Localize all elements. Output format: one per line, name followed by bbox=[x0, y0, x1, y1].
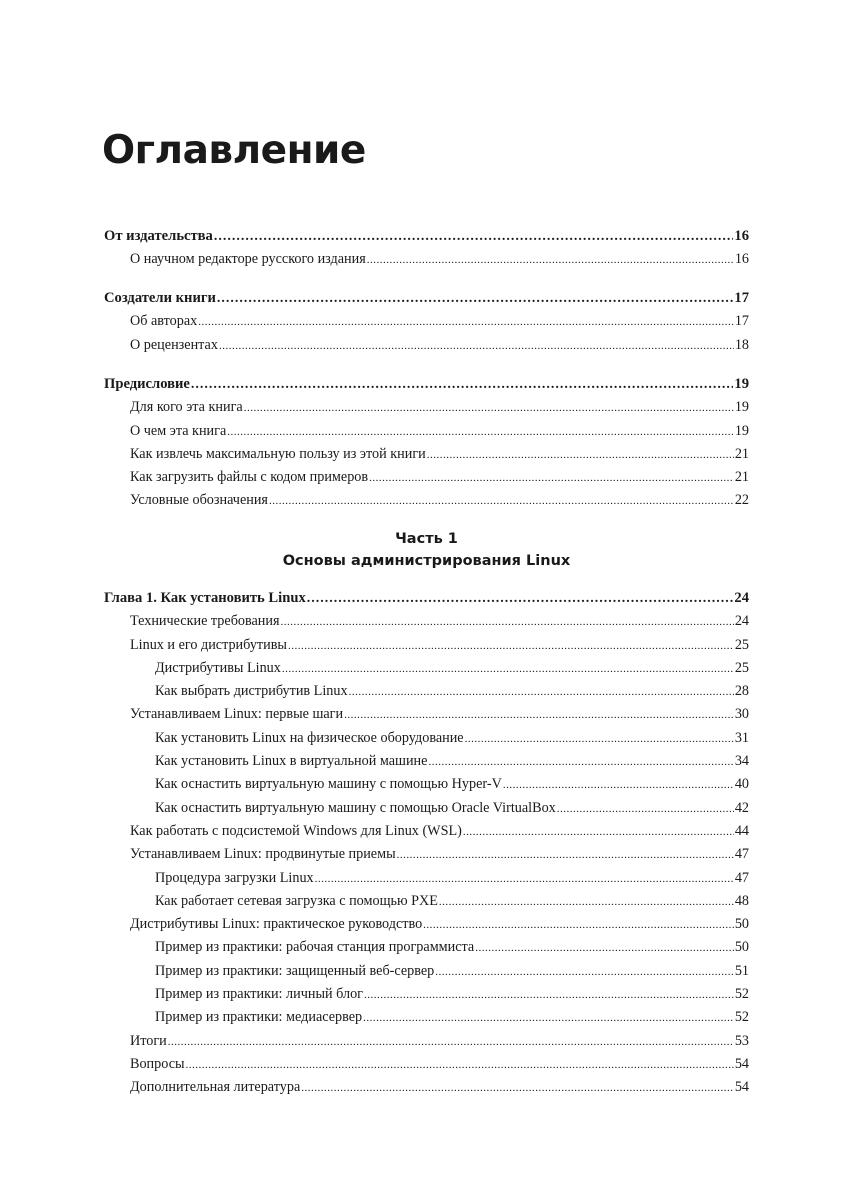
entry-page-number: 25 bbox=[734, 659, 749, 676]
entry-page-number: 22 bbox=[734, 492, 749, 509]
entry-title: Как работать с подсистемой Windows для Linux (WSL) bbox=[130, 822, 462, 839]
toc-entry[interactable] bbox=[104, 727, 749, 750]
dot-leader bbox=[503, 774, 734, 797]
toc-section bbox=[104, 373, 749, 513]
entry-page-number: 28 bbox=[734, 683, 749, 700]
entry-title: Устанавливаем Linux: первые шаги bbox=[130, 706, 344, 723]
dot-leader bbox=[198, 311, 734, 334]
toc-entry[interactable] bbox=[104, 1076, 749, 1099]
toc-entry[interactable] bbox=[104, 680, 749, 703]
dot-leader bbox=[439, 891, 734, 914]
entry-title: Предисловие bbox=[104, 376, 190, 392]
entry-page-number: 21 bbox=[734, 445, 749, 462]
dot-leader bbox=[344, 704, 734, 727]
dot-leader bbox=[367, 249, 734, 272]
entry-title: Пример из практики: защищенный веб-сервер bbox=[155, 962, 435, 979]
entry-page-number: 54 bbox=[734, 1055, 749, 1072]
entry-title: О научном редакторе русского издания bbox=[130, 251, 366, 268]
dot-leader bbox=[397, 844, 734, 867]
dot-leader bbox=[465, 728, 734, 751]
dot-leader bbox=[369, 467, 734, 490]
entry-title: Как работает сетевая загрузка с помощью PXE bbox=[155, 892, 438, 909]
toc-section bbox=[104, 587, 749, 1100]
toc-entry[interactable] bbox=[104, 913, 749, 936]
entry-page-number: 40 bbox=[734, 776, 749, 793]
entry-page-number: 53 bbox=[734, 1032, 749, 1049]
toc-entry[interactable] bbox=[104, 820, 749, 843]
dot-leader bbox=[423, 914, 734, 937]
entry-page-number: 51 bbox=[734, 962, 749, 979]
entry-page-number: 30 bbox=[734, 706, 749, 723]
dot-leader bbox=[363, 1007, 734, 1030]
entry-title: О чем эта книга bbox=[130, 422, 227, 439]
entry-title: Дистрибутивы Linux bbox=[155, 659, 281, 676]
dot-leader bbox=[463, 821, 734, 844]
entry-page-number: 47 bbox=[734, 869, 749, 886]
dot-leader bbox=[557, 798, 734, 821]
dot-leader bbox=[307, 587, 734, 610]
toc-entry[interactable] bbox=[104, 1006, 749, 1029]
dot-leader bbox=[227, 421, 734, 444]
entry-page-number: 50 bbox=[734, 916, 749, 933]
dot-leader bbox=[282, 658, 734, 681]
part-name: Основы администрирования Linux bbox=[282, 553, 571, 569]
toc-section bbox=[104, 225, 749, 272]
toc-entry[interactable] bbox=[104, 610, 749, 633]
toc-entry[interactable] bbox=[104, 310, 749, 333]
entry-page-number: 31 bbox=[734, 729, 749, 746]
toc-entry[interactable] bbox=[104, 466, 749, 489]
entry-page-number: 18 bbox=[734, 336, 749, 353]
toc-entry[interactable] bbox=[104, 843, 749, 866]
entry-title: Пример из практики: рабочая станция программиста bbox=[155, 939, 475, 956]
dot-leader bbox=[186, 1054, 734, 1077]
entry-page-number: 48 bbox=[734, 892, 749, 909]
toc-entry[interactable] bbox=[104, 396, 749, 419]
entry-title: Как оснастить виртуальную машину с помощью Hyper-V bbox=[155, 776, 502, 793]
entry-title: О рецензентах bbox=[130, 336, 218, 353]
dot-leader bbox=[349, 681, 734, 704]
entry-page-number: 24 bbox=[734, 613, 749, 630]
dot-leader bbox=[427, 444, 734, 467]
toc-entry[interactable] bbox=[104, 1053, 749, 1076]
entry-title: Linux и его дистрибутивы bbox=[130, 636, 287, 653]
entry-title: Создатели книги bbox=[104, 290, 216, 306]
toc-entry[interactable] bbox=[104, 248, 749, 271]
entry-page-number: 17 bbox=[734, 290, 749, 306]
toc-entry[interactable] bbox=[104, 936, 749, 959]
entry-page-number: 24 bbox=[734, 590, 749, 606]
toc-chapter-entry[interactable] bbox=[104, 225, 749, 248]
dot-leader bbox=[191, 373, 733, 396]
toc-entry[interactable] bbox=[104, 867, 749, 890]
entry-page-number: 16 bbox=[734, 228, 749, 244]
dot-leader bbox=[315, 868, 734, 891]
dot-leader bbox=[217, 287, 734, 310]
entry-title: Дополнительная литература bbox=[130, 1079, 301, 1096]
entry-page-number: 52 bbox=[734, 1009, 749, 1026]
toc-entry[interactable] bbox=[104, 634, 749, 657]
dot-leader bbox=[168, 1031, 734, 1054]
entry-page-number: 19 bbox=[734, 399, 749, 416]
entry-title: Процедура загрузки Linux bbox=[155, 869, 314, 886]
dot-leader bbox=[428, 751, 733, 774]
toc-entry[interactable] bbox=[104, 489, 749, 512]
entry-title: Вопросы bbox=[130, 1055, 185, 1072]
toc-entry[interactable] bbox=[104, 334, 749, 357]
entry-title: Глава 1. Как установить Linux bbox=[104, 590, 306, 606]
entry-page-number: 54 bbox=[734, 1079, 749, 1096]
dot-leader bbox=[214, 225, 734, 248]
dot-leader bbox=[435, 961, 734, 984]
toc-chapter-entry[interactable] bbox=[104, 587, 749, 610]
dot-leader bbox=[269, 490, 734, 513]
toc-entry[interactable] bbox=[104, 797, 749, 820]
toc-entry[interactable] bbox=[104, 1030, 749, 1053]
entry-title: Пример из практики: личный блог bbox=[155, 986, 363, 1003]
entry-title: Как загрузить файлы с кодом примеров bbox=[130, 469, 369, 486]
entry-title: Как извлечь максимальную пользу из этой книги bbox=[130, 445, 426, 462]
entry-title: Устанавливаем Linux: продвинутые приемы bbox=[130, 846, 396, 863]
entry-title: Пример из практики: медиасервер bbox=[155, 1009, 363, 1026]
entry-title: От издательства bbox=[104, 228, 213, 244]
entry-title: Технические требования bbox=[130, 613, 280, 630]
entry-title: Для кого эта книга bbox=[130, 399, 243, 416]
entry-page-number: 19 bbox=[734, 376, 749, 392]
toc-entry[interactable] bbox=[104, 960, 749, 983]
entry-page-number: 34 bbox=[734, 753, 749, 770]
entry-page-number: 19 bbox=[734, 422, 749, 439]
entry-page-number: 47 bbox=[734, 846, 749, 863]
toc-entry[interactable] bbox=[104, 657, 749, 680]
toc-entry[interactable] bbox=[104, 983, 749, 1006]
toc-entry[interactable] bbox=[104, 750, 749, 773]
toc-entry[interactable] bbox=[104, 890, 749, 913]
dot-leader bbox=[475, 937, 734, 960]
toc-chapter-entry[interactable] bbox=[104, 373, 749, 396]
entry-title: Условные обозначения bbox=[130, 492, 268, 509]
dot-leader bbox=[281, 611, 734, 634]
entry-page-number: 17 bbox=[734, 313, 749, 330]
toc-entry[interactable] bbox=[104, 443, 749, 466]
part-heading bbox=[104, 528, 749, 572]
entry-page-number: 42 bbox=[734, 799, 749, 816]
dot-leader bbox=[301, 1077, 734, 1100]
entry-title: Об авторах bbox=[130, 313, 198, 330]
toc-entry[interactable] bbox=[104, 703, 749, 726]
entry-title: Дистрибутивы Linux: практическое руководство bbox=[130, 916, 423, 933]
dot-leader bbox=[219, 335, 734, 358]
page-title: Оглавление bbox=[102, 128, 366, 173]
dot-leader bbox=[364, 984, 734, 1007]
entry-page-number: 52 bbox=[734, 986, 749, 1003]
entry-title: Как выбрать дистрибутив Linux bbox=[155, 683, 348, 700]
entry-title: Итоги bbox=[130, 1032, 167, 1049]
entry-page-number: 16 bbox=[734, 251, 749, 268]
entry-page-number: 25 bbox=[734, 636, 749, 653]
toc-entry[interactable] bbox=[104, 773, 749, 796]
entry-title: Как установить Linux в виртуальной машине bbox=[155, 753, 428, 770]
part-number: Часть 1 bbox=[395, 531, 458, 547]
dot-leader bbox=[244, 397, 734, 420]
toc-chapter-entry[interactable] bbox=[104, 287, 749, 310]
entry-page-number: 44 bbox=[734, 822, 749, 839]
toc-section bbox=[104, 287, 749, 357]
entry-title: Как установить Linux на физическое оборудование bbox=[155, 729, 464, 746]
entry-title: Как оснастить виртуальную машину с помощью Oracle VirtualBox bbox=[155, 799, 556, 816]
entry-page-number: 21 bbox=[734, 469, 749, 486]
dot-leader bbox=[288, 635, 734, 658]
toc-entry[interactable] bbox=[104, 420, 749, 443]
entry-page-number: 50 bbox=[734, 939, 749, 956]
